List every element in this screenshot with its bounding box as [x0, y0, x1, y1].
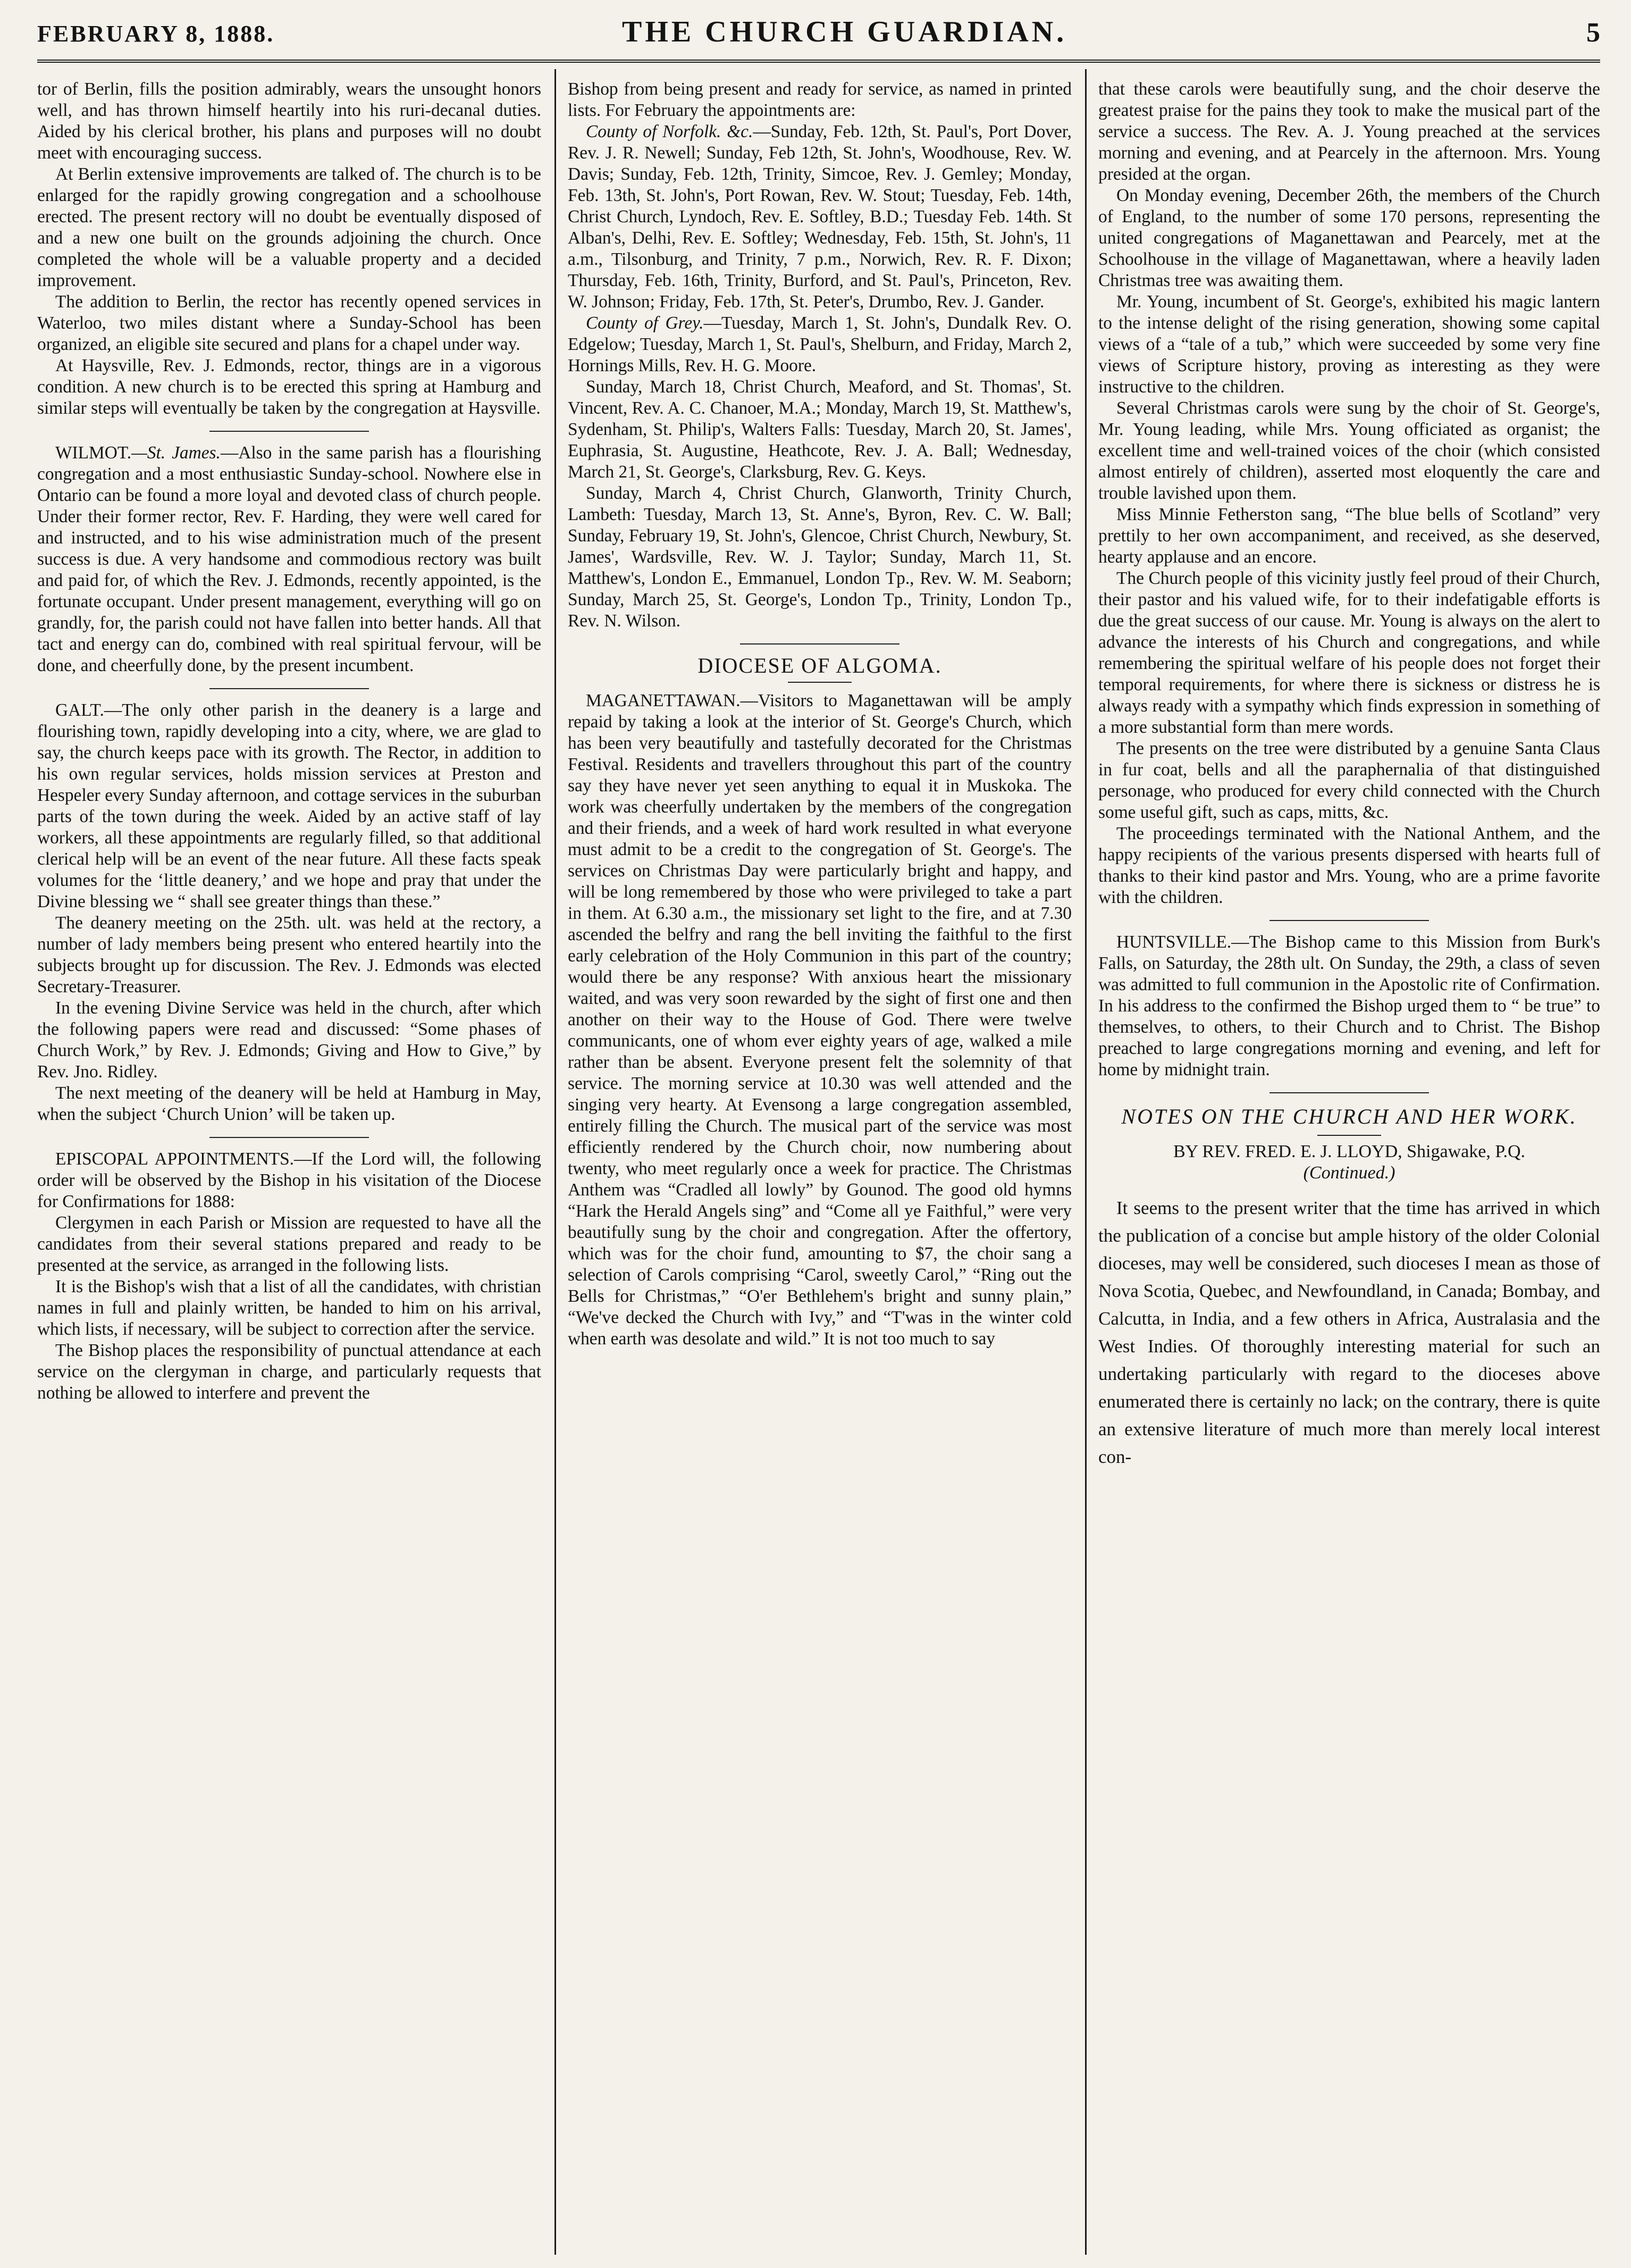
- paragraph-wilmot: [37, 442, 541, 676]
- section-rule: [788, 682, 852, 683]
- paragraph: tor of Berlin, fills the position admirably, wears the unsought honors well, and has thrown himself heartily into his ruri-decanal duties. Aided by his clerical brother, his plans and purposes will no doubt meet with encouraging success.: [37, 79, 541, 163]
- section-subtitle: County of Norfolk. &c.: [586, 122, 753, 141]
- section-text: —Visitors to Maganettawan will be amply repaid by taking a look at the interior of St. George's Church, which has been very beautifully and tastefully decorated for the Christmas Festival. Residents and travellers throughout this part of the country say they have never yet seen anything to equal it in Muskoka. The work was cheerfully undertaken by the members of the congregation and their friends, and a week of hard work resulted in what everyone must admit to be a credit to the congregation of St. George's. The services on Christmas Day were particularly bright and happy, and will be long remembered by those who were privileged to take a part in them. At 6.30 a.m., the missionary set light to the fire, and at 7.30 ascended the belfry and rang the bell inviting the faithful to the first early celebration of the Holy Communion in this part of the country; would there be any response? With anxious heart the missionary waited, and was very soon rewarded by the sight of first one and then another on their way to the House of God. There were twelve communicants, one of whom ever eighty years of age, walked a mile rather than be absent. Everyone present felt the solemnity of that service. The morning service at 10.30 was well attended and the singing very hearty. At Evensong a large congregation assembled, entirely filling the Church. The musical part of the service was most efficiently rendered by the Church choir, now numbering about twenty, who meet regularly once a week for practice. The Christmas Anthem was “Cradled all lowly” by Gounod. The good old hymns “Hark the Herald Angels sing” and “Come all ye Faithful,” were very beautifully sung by the choir and congregation. After the offertory, which was for the choir fund, amounting to $7, the choir sang a selection of Carols comprising “Carol, sweetly Carol,” “Ring out the Bells for Christmas,” “O'er Bethlehem's bright and sunny plain,” “We've decked the Church with Ivy,” and “T'was in the winter cold when earth was desolate and wild.” It is not too much to say: [568, 691, 1072, 1349]
- paragraph: Sunday, March 4, Christ Church, Glanworth, Trinity Church, Lambeth: Tuesday, March 13, St. Anne's, Byron, Rev. C. W. Ball; Sunday, February 19, St. John's, Glencoe, Christ Church, Newbury, St. James', Wardsville, Rev. W. J. Taylor; Sunday, March 11, St. Matthew's, London E., Emmanuel, London Tp., Rev. W. M. Seaborn; Sunday, March 25, St. George's, London Tp., Trinity, London Tp., Rev. N. Wilson.: [568, 483, 1072, 631]
- paragraph: In the evening Divine Service was held in the church, after which the following papers were read and discussed: “Some phases of Church Work,” by Rev. J. Edmonds; Giving and How to Give,” by Rev. Jno. Ridley.: [37, 998, 541, 1082]
- paragraph-maganettawan: [568, 690, 1072, 1350]
- section-text: —Also in the same parish has a flourishing congregation and a most enthusiastic Sunday-school. Nowhere else in Ontario can be found a more loyal and devoted class of church people. Under their former rector, Rev. F. Harding, they were well cared for and instructed, and to his wise administration much of the present success is due. A very handsome and commodious rectory was built and paid for, of which the Rev. J. Edmonds, recently appointed, is the fortunate occupant. Under present management, everything will go on grandly, for, the parish could not have fallen into better hands. All that tact and energy can do, combined with real spiritual fervour, will be done, and cheerfully done, by the present incumbent.: [37, 443, 541, 675]
- article-body: [1098, 1194, 1600, 1471]
- masthead-title: THE CHURCH GUARDIAN.: [622, 15, 1067, 48]
- section-lead: HUNTSVILLE.: [1116, 932, 1232, 952]
- column-divider: [1085, 69, 1087, 2255]
- section-subtitle: County of Grey.: [586, 313, 704, 333]
- article-byline: BY REV. FRED. E. J. LLOYD, Shigawake, P.Q.: [1173, 1142, 1526, 1161]
- section-lead: GALT.: [55, 700, 104, 720]
- column-3: [1098, 79, 1600, 2255]
- column-1: [37, 79, 541, 2255]
- paragraph: Mr. Young, incumbent of St. George's, exhibited his magic lantern to the intense delight of the rising generation, showing some capital views of a “tale of a tub,” which were succeeded by some very fine views of Scripture history, proving as interesting as they were instructive to the children.: [1098, 292, 1600, 397]
- section-heading: DIOCESE OF ALGOMA.: [697, 654, 942, 677]
- paragraph: Miss Minnie Fetherston sang, “The blue bells of Scotland” very prettily to her own accompaniment, and received, as she deserved, hearty applause and an encore.: [1098, 505, 1600, 567]
- paragraph: The deanery meeting on the 25th. ult. was held at the rectory, a number of lady members being present who entered heartily into the subjects brought up for discussion. The Rev. J. Edmonds was elected Secretary-Treasurer.: [37, 913, 541, 997]
- paragraph: Clergymen in each Parish or Mission are requested to have all the candidates from their several stations prepared and ready to be presented at the service, as arranged in the following lists.: [37, 1213, 541, 1275]
- section-rule: [1317, 1135, 1381, 1136]
- paragraph: At Berlin extensive improvements are talked of. The church is to be enlarged for the rapidly growing congregation and a schoolhouse erected. The present rectory will no doubt be eventually disposed of and a new one built on the grounds adjoining the church. Once completed the whole will be a valuable property and a decided improvement.: [37, 164, 541, 290]
- paragraph-episcopal: [37, 1149, 541, 1212]
- issue-date: FEBRUARY 8, 1888.: [37, 21, 275, 47]
- section-text: —Tuesday, March 1, St. John's, Dundalk Rev. O. Edgelow; Tuesday, March 1, St. Paul's, Shelburn, and Friday, March 2, Hornings Mills, Rev. H. G. Moore.: [568, 313, 1072, 375]
- section-text: —If the Lord will, the following order will be observed by the Bishop in his visitation of the Diocese for Confirmations for 1888:: [37, 1149, 541, 1211]
- paragraph-huntsville: [1098, 932, 1600, 1081]
- paragraph: The Church people of this vicinity justly feel proud of their Church, their pastor and his valued wife, for to their indefatigable efforts is due the great success of our cause. Mr. Young is always on the alert to advance the interests of his Church and congregations, and while remembering the spiritual welfare of his people does not forget their temporal requirements, for where there is sickness or distress he is always ready with a sympathy which finds expression in something of a more substantial form than mere words.: [1098, 568, 1600, 737]
- paragraph: Bishop from being present and ready for service, as named in printed lists. For February the appointments are:: [568, 79, 1072, 120]
- section-text: —The only other parish in the deanery is a large and flourishing town, rapidly developing into a city, where, we are glad to say, the church keeps pace with its growth. The Rector, in addition to his own regular services, holds mission services at Preston and Hespeler every Sunday afternoon, and cottage services in the suburban parts of the town during the week. Aided by an active staff of lay workers, all these appointments are regularly filled, so that additional clerical help will be an event of the near future. All these facts speak volumes for the ‘little deanery,’ and we hope and pray that under the Divine blessing we “ shall see greater things than these.”: [37, 700, 541, 911]
- column-divider: [554, 69, 556, 2255]
- paragraph: Several Christmas carols were sung by the choir of St. George's, Mr. Young leading, while Mrs. Young officiated as organist; the excellent time and well-trained voices of the choir (which consisted almost entirely of children), asserted most eloquently the care and trouble lavished upon them.: [1098, 398, 1600, 503]
- paragraph: It seems to the present writer that the time has arrived in which the publication of a concise but ample history of the older Colonial dioceses, may well be considered, such dioceses I mean as those of Nova Scotia, Quebec, and Newfoundland, in Canada; Bombay, and Calcutta, in India, and a few others in Africa, Australasia and the West Indies. Of thoroughly interesting material for such an undertaking particularly with regard to the dioceses above enumerated there is certainly no lack; on the contrary, there is quite an extensive literature of much more than merely local interest con-: [1098, 1198, 1600, 1467]
- paragraph-grey: [568, 313, 1072, 376]
- section-subtitle: —St. James.: [131, 443, 221, 463]
- paragraph: The addition to Berlin, the rector has recently opened services in Waterloo, two miles distant where a Sunday-School has been organized, an eligible site secured and plans for a chapel under way.: [37, 292, 541, 354]
- page-number: 5: [1586, 18, 1600, 48]
- section-lead: WILMOT.: [55, 443, 132, 463]
- paragraph: The proceedings terminated with the National Anthem, and the happy recipients of the various presents dispersed with hearts full of thanks to their kind pastor and Mrs. Young, who are a prime favorite with the children.: [1098, 824, 1600, 907]
- article-heading: NOTES ON THE CHURCH AND HER WORK.: [1121, 1104, 1577, 1128]
- section-rule: [209, 688, 369, 689]
- paragraph-norfolk: [568, 121, 1072, 313]
- section-rule: [740, 643, 899, 645]
- header-rule: [37, 60, 1600, 63]
- paragraph: that these carols were beautifully sung, and the choir deserve the greatest praise for the pains they took to make the musical part of the service a success. The Rev. A. J. Young preached at the services morning and evening, and at Pearcely in the afternoon. Mrs. Young presided at the organ.: [1098, 79, 1600, 184]
- paragraph: The presents on the tree were distributed by a genuine Santa Claus in fur coat, bells and all the paraphernalia of that distinguished personage, who produced for every child connected with the Church some useful gift, such as caps, mitts, &c.: [1098, 739, 1600, 822]
- section-rule: [1270, 1092, 1429, 1093]
- paragraph: The next meeting of the deanery will be held at Hamburg in May, when the subject ‘Church Union’ will be taken up.: [37, 1083, 541, 1124]
- section-rule: [1270, 920, 1429, 921]
- paragraph: Sunday, March 18, Christ Church, Meaford, and St. Thomas', St. Vincent, Rev. A. C. Chanoer, M.A.; Monday, March 19, St. Matthew's, Sydenham, St. Philip's, Walters Falls: Tuesday, March 20, St. James', Euphrasia, St. Augustine, Heathcote, Rev. J. A. Ball; Wednesday, March 21, St. George's, Clarksburg, Rev. G. Keys.: [568, 377, 1072, 482]
- section-rule: [209, 431, 369, 432]
- section-text: —Sunday, Feb. 12th, St. Paul's, Port Dover, Rev. J. R. Newell; Sunday, Feb 12th, St. John's, Woodhouse, Rev. W. Davis; Sunday, Feb. 12th, Trinity, Simcoe, Rev. J. Gemley; Monday, Feb. 13th, St. John's, Port Rowan, Rev. W. Stout; Tuesday, Feb. 14th, Christ Church, Lyndoch, Rev. E. Softley, B.D.; Tuesday Feb. 14th. St Alban's, Delhi, Rev. E. Softley; Wednesday, Feb. 15th, St. John's, 11 a.m., Tilsonburg, and Trinity, 7 p.m., Norwich, Rev. R. F. Dixon; Thursday, Feb. 16th, Trinity, Burford, and St. Paul's, Princeton, Rev. W. Johnson; Friday, Feb. 17th, St. Peter's, Drumbo, Rev. J. Gander.: [568, 122, 1072, 312]
- section-rule: [209, 1137, 369, 1138]
- paragraph: The Bishop places the responsibility of punctual attendance at each service on the clergyman in charge, and particularly requests that nothing be allowed to interfere and prevent the: [37, 1341, 541, 1403]
- paragraph: It is the Bishop's wish that a list of all the candidates, with christian names in full and plainly written, be handed to him on his arrival, which lists, if necessary, will be subject to correction after the service.: [37, 1277, 541, 1339]
- section-text: —The Bishop came to this Mission from Burk's Falls, on Saturday, the 28th ult. On Sunday, the 29th, a class of seven was admitted to full communion in the Apostolic rite of Confirmation. In his address to the confirmed the Bishop urged them to “ be true” to themselves, to others, to their Church and to Christ. The Bishop preached to large congregations morning and evening, and left for home by midnight train.: [1098, 932, 1600, 1079]
- paragraph: At Haysville, Rev. J. Edmonds, rector, things are in a vigorous condition. A new church is to be erected this spring at Hamburg and similar steps will eventually be taken by the congregation at Haysville.: [37, 356, 541, 418]
- paragraph-galt: [37, 700, 541, 913]
- section-lead: MAGANETTAWAN.: [586, 691, 741, 710]
- continued-note: (Continued.): [1303, 1163, 1395, 1183]
- paragraph: On Monday evening, December 26th, the members of the Church of England, to the number of some 170 persons, representing the united congregations of Maganettawan and Pearcely, met at the Schoolhouse in the village of Maganettawan, where a heavily laden Christmas tree was awaiting them.: [1098, 186, 1600, 290]
- column-2: [568, 79, 1072, 2255]
- page-header: [37, 12, 1600, 54]
- section-lead: EPISCOPAL APPOINTMENTS.: [55, 1149, 295, 1169]
